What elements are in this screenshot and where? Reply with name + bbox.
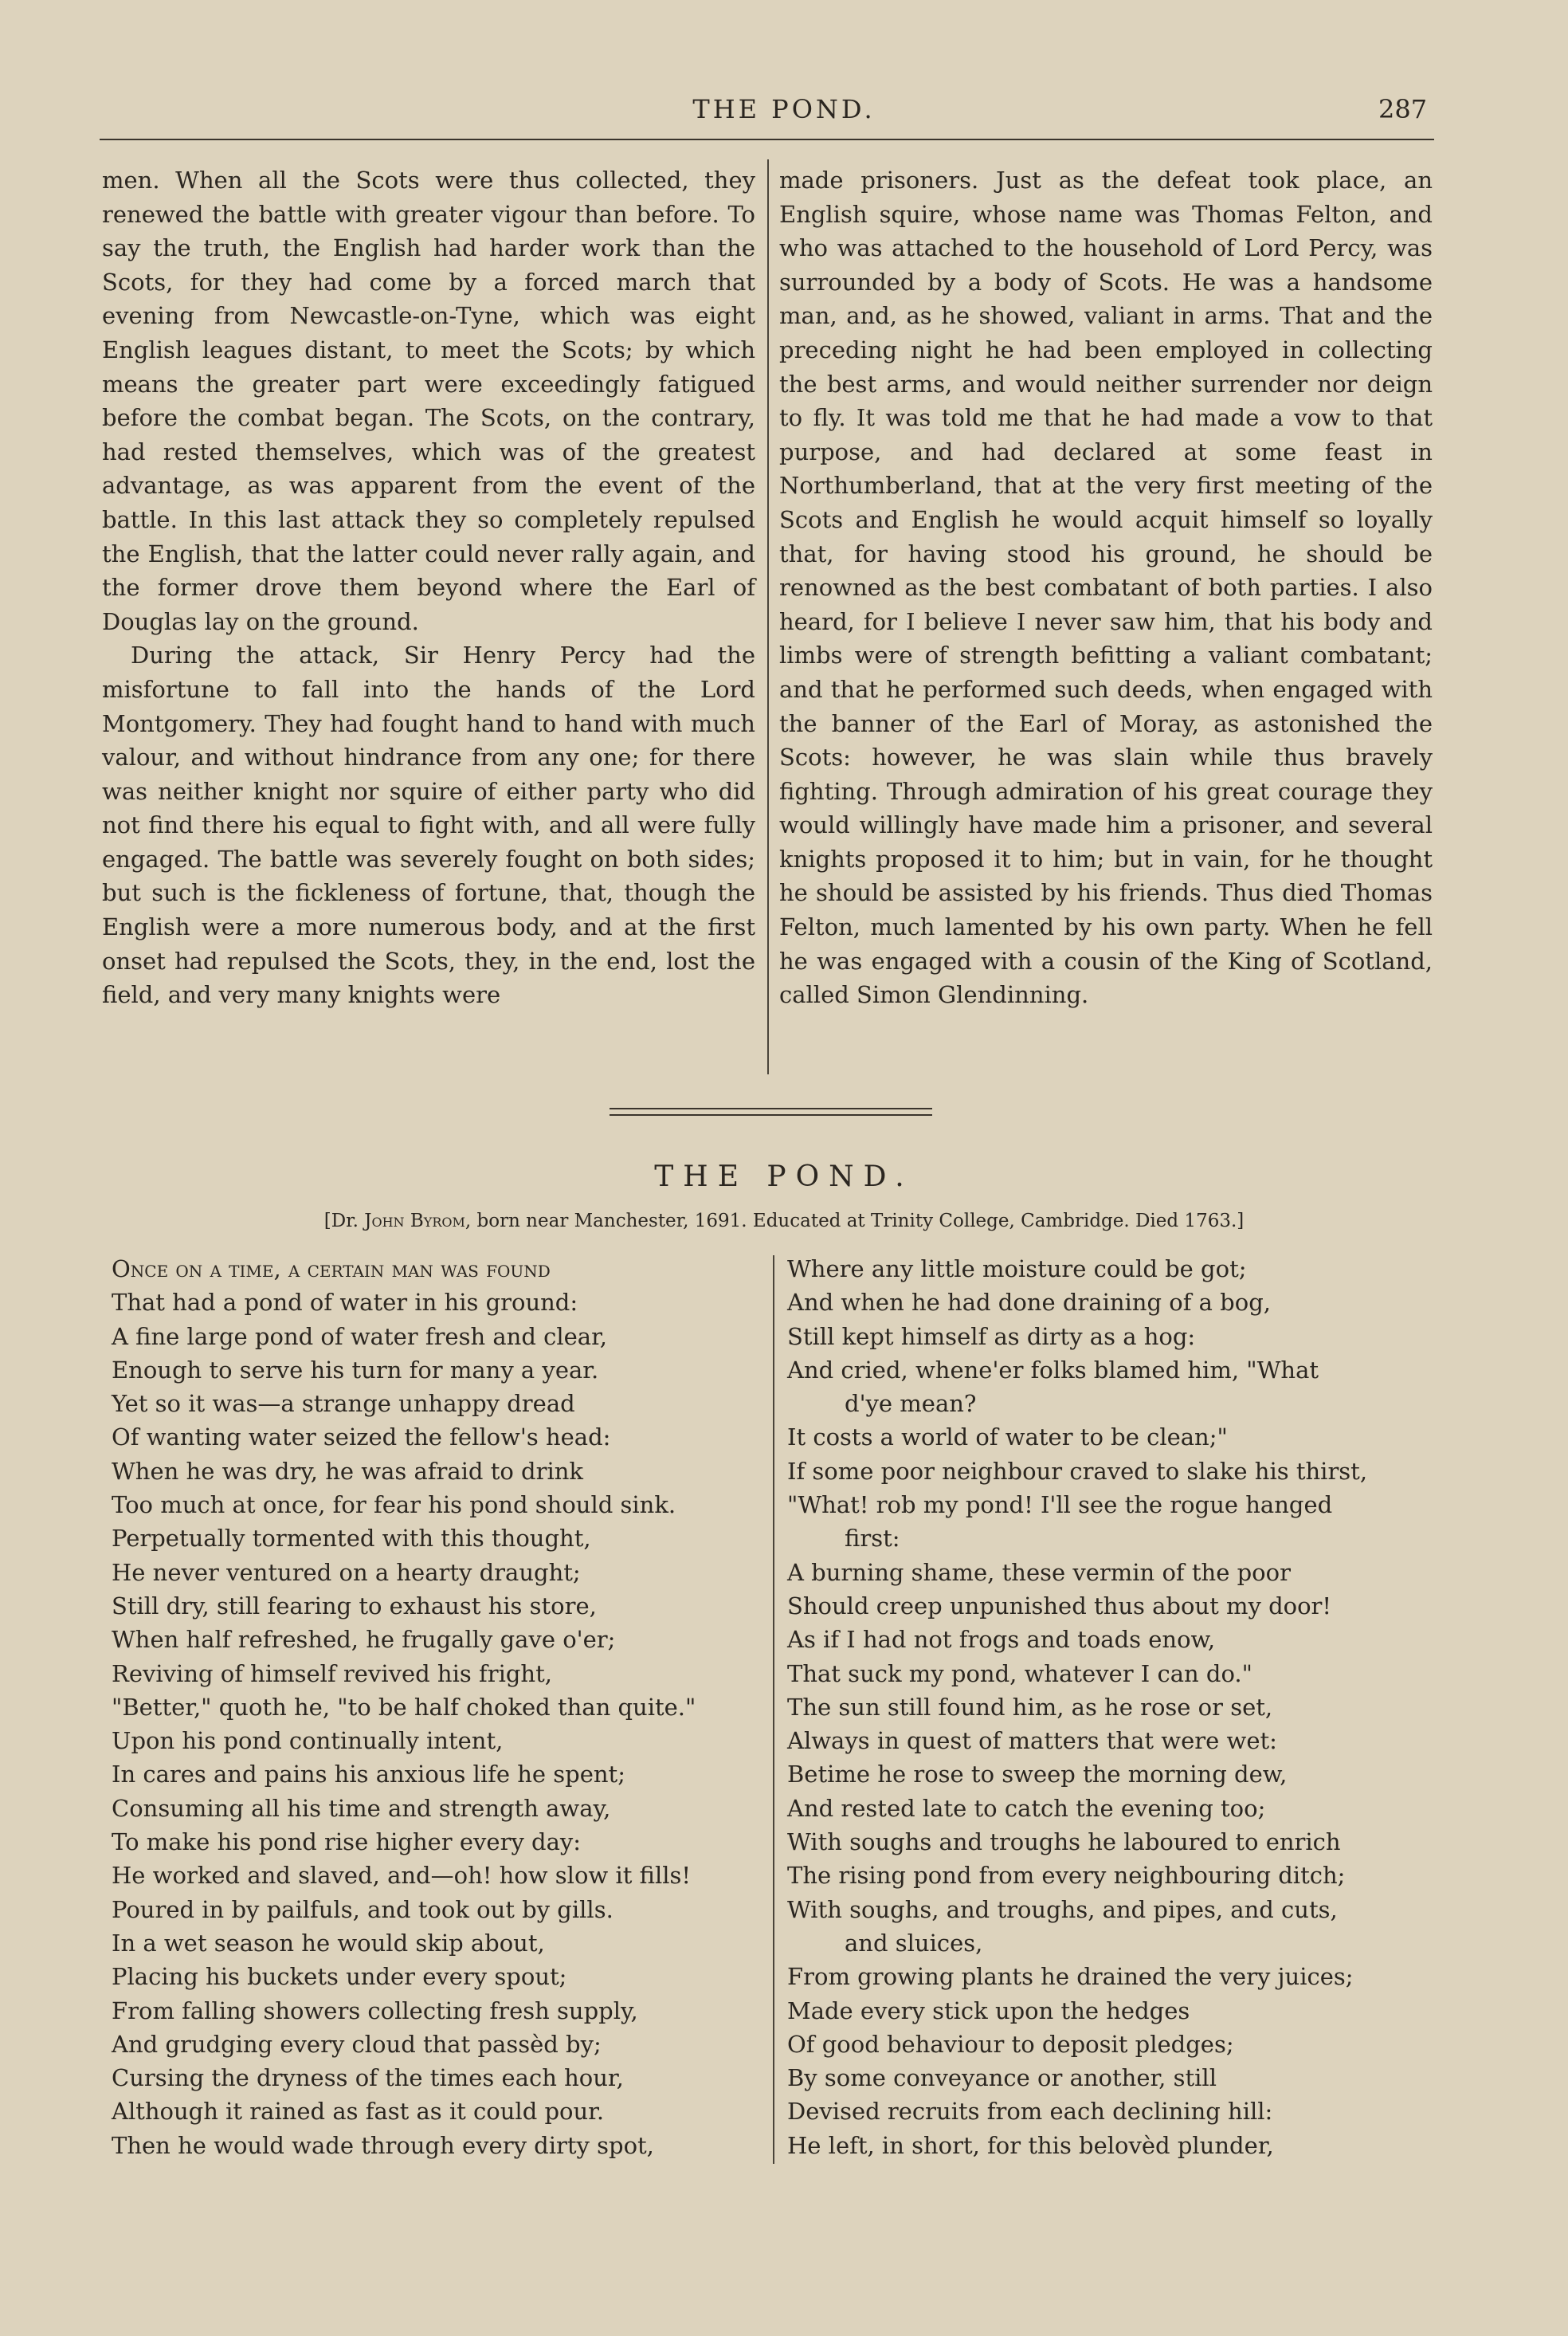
poem-line: In a wet season he would skip about,	[112, 1929, 545, 1957]
poem-line: And cried, whene'er folks blamed him, "What	[787, 1356, 1319, 1384]
poem-line: Made every stick upon the hedges	[787, 1996, 1190, 2024]
poem-line: Reviving of himself revived his fright,	[112, 1659, 552, 1687]
poem-line: When half refreshed, he frugally gave o'er;	[112, 1626, 616, 1654]
poem-line: Placing his buckets under every spout;	[112, 1963, 567, 1991]
article-paragraph: During the attack, Sir Henry Percy had the misfortune to fall into the hands of the Lord Montgomery. They had fought hand to hand with much valour, and without hindrance from any one; for there was neither knight nor squire of either party who did not find there his equal to fight with, and all were fully engaged. The battle was severely fought on both sides; but such is the fickleness of fortune, that, though the English were a more numerous body, and at the first onset had repulsed the Scots, they, in the end, lost the field, and very many knights were	[102, 642, 755, 1009]
poem-line: Perpetually tormented with this thought,	[112, 1525, 591, 1553]
column-divider	[773, 1255, 774, 2164]
poem-line: Once on a time, a certain man was found	[112, 1255, 551, 1282]
poem-attribution	[0, 1211, 1568, 1231]
poem-line: Devised recruits from each declining hill:	[787, 2098, 1273, 2126]
running-title: THE POND.	[692, 94, 876, 124]
poem-line-continuation: first:	[845, 1525, 900, 1553]
poem-line: A burning shame, these vermin of the poor	[787, 1558, 1291, 1586]
attribution-details: , born near Manchester, 1691. Educated at Trinity College, Cambridge. Died 1763.]	[465, 1211, 1245, 1231]
poem-line: Of wanting water seized the fellow's head:	[112, 1423, 611, 1451]
section-rule	[610, 1108, 932, 1109]
header-rule	[100, 139, 1434, 140]
page-number: 287	[1378, 94, 1428, 124]
poem-line: With soughs, and troughs, and pipes, and cuts,	[787, 1895, 1338, 1923]
article-left-column	[102, 163, 755, 1012]
section-rule	[610, 1114, 932, 1116]
poem-line: Always in quest of matters that were wet:	[787, 1727, 1277, 1755]
article-right-column	[779, 163, 1433, 1012]
poem-line: With soughs and troughs he laboured to enrich	[787, 1828, 1341, 1856]
poem-line: Upon his pond continually intent,	[112, 1727, 504, 1755]
poem-line: He worked and slaved, and—oh! how slow it fills!	[112, 1862, 692, 1890]
poem-line: That had a pond of water in his ground:	[112, 1289, 578, 1317]
poem-line: And grudging every cloud that passèd by;	[112, 2030, 602, 2058]
poem-line-continuation: d'ye mean?	[845, 1390, 977, 1418]
poem-line: To make his pond rise higher every day:	[112, 1828, 582, 1856]
poem-line: And rested late to catch the evening too;	[787, 1794, 1266, 1822]
poem-line: The sun still found him, as he rose or set,	[787, 1693, 1273, 1721]
poem-line: From falling showers collecting fresh supply,	[112, 1996, 638, 2024]
poem-line: Still dry, still fearing to exhaust his store,	[112, 1592, 597, 1619]
poem-line: Then he would wade through every dirty spot,	[112, 2131, 654, 2159]
poem-right-column	[787, 1252, 1367, 2162]
poem-line: Still kept himself as dirty as a hog:	[787, 1322, 1196, 1350]
attribution-open: [Dr.	[323, 1211, 365, 1231]
poem-line: Where any little moisture could be got;	[787, 1255, 1247, 1282]
poem-line: Too much at once, for fear his pond should sink.	[112, 1491, 676, 1519]
poem-line: Although it rained as fast as it could pour.	[112, 2098, 605, 2126]
poem-line: It costs a world of water to be clean;"	[787, 1423, 1228, 1451]
poem-left-column	[112, 1252, 696, 2162]
poem-line: As if I had not frogs and toads enow,	[787, 1626, 1216, 1654]
poem-line: The rising pond from every neighbouring ditch;	[787, 1862, 1346, 1890]
poem-line-continuation: and sluices,	[845, 1929, 983, 1957]
poem-line: A fine large pond of water fresh and clear,	[112, 1322, 607, 1350]
poem-line: Betime he rose to sweep the morning dew,	[787, 1761, 1288, 1788]
poem-line: That suck my pond, whatever I can do."	[787, 1659, 1252, 1687]
poem-line: By some conveyance or another, still	[787, 2064, 1217, 2092]
poem-line: Enough to serve his turn for many a year.	[112, 1356, 599, 1384]
poem-line: Of good behaviour to deposit pledges;	[787, 2030, 1234, 2058]
poem-line: When he was dry, he was afraid to drink	[112, 1457, 583, 1485]
poem-line: And when he had done draining of a bog,	[787, 1289, 1271, 1317]
poem-line: In cares and pains his anxious life he spent;	[112, 1761, 625, 1788]
article-paragraph: men. When all the Scots were thus collected, they renewed the battle with greater vigour than before. To say the truth, the English had harder work than the Scots, for they had come by a forced march that evening from Newcastle-on-Tyne, which was eight English leagues distant, to meet the Scots; by which means the greater part were exceedingly fatigued before the combat began. The Scots, on the contrary, had rested themselves, which was of the greatest advantage, as was apparent from the event of the battle. In this last attack they so completely repulsed the English, that the latter could never rally again, and the former drove them beyond where the Earl of Douglas lay on the ground.	[102, 167, 755, 635]
poem-line: From growing plants he drained the very juices;	[787, 1963, 1354, 1991]
poem-line: Cursing the dryness of the times each hour,	[112, 2064, 624, 2092]
poem-line: Consuming all his time and strength away,	[112, 1794, 611, 1822]
poem-line: He left, in short, for this belovèd plunder,	[787, 2131, 1274, 2159]
poem-line: Should creep unpunished thus about my door!	[787, 1592, 1332, 1619]
poem-line: Yet so it was—a strange unhappy dread	[112, 1390, 575, 1418]
author-name: John Byrom	[364, 1211, 465, 1231]
poem-line: "Better," quoth he, "to be half choked than quite."	[112, 1693, 696, 1721]
poem-line: He never ventured on a hearty draught;	[112, 1558, 581, 1586]
article-paragraph: made prisoners. Just as the defeat took place, an English squire, whose name was Thomas Felton, and who was attached to the household of Lord Percy, was surrounded by a body of Scots. He was a handsome man, and, as he showed, valiant in arms. That and the preceding night he had been employed in collecting the best arms, and would neither surrender nor deign to fly. It was told me that he had made a vow to that purpose, and had declared at some feast in Northumberland, that at the very first meeting of the Scots and English he would acquit himself so loyally that, for having stood his ground, he should be renowned as the best combatant of both parties. I also heard, for I believe I never saw him, that his body and limbs were of strength befitting a valiant combatant; and that he performed such deeds, when engaged with the banner of the Earl of Moray, as astonished the Scots: however, he was slain while thus bravely fighting. Through admiration of his great courage they would willingly have made him a prisoner, and several knights proposed it to him; but in vain, for he thought he should be assisted by his friends. Thus died Thomas Felton, much lamented by his own party. When he fell he was engaged with a cousin of the King of Scotland, called Simon Glendinning.	[779, 167, 1433, 1009]
poem-title: THE POND.	[654, 1160, 914, 1193]
poem-line: "What! rob my pond! I'll see the rogue hanged	[787, 1491, 1333, 1519]
poem-line: If some poor neighbour craved to slake his thirst,	[787, 1457, 1368, 1485]
column-divider	[767, 159, 769, 1074]
poem-line: Poured in by pailfuls, and took out by gills.	[112, 1895, 613, 1923]
